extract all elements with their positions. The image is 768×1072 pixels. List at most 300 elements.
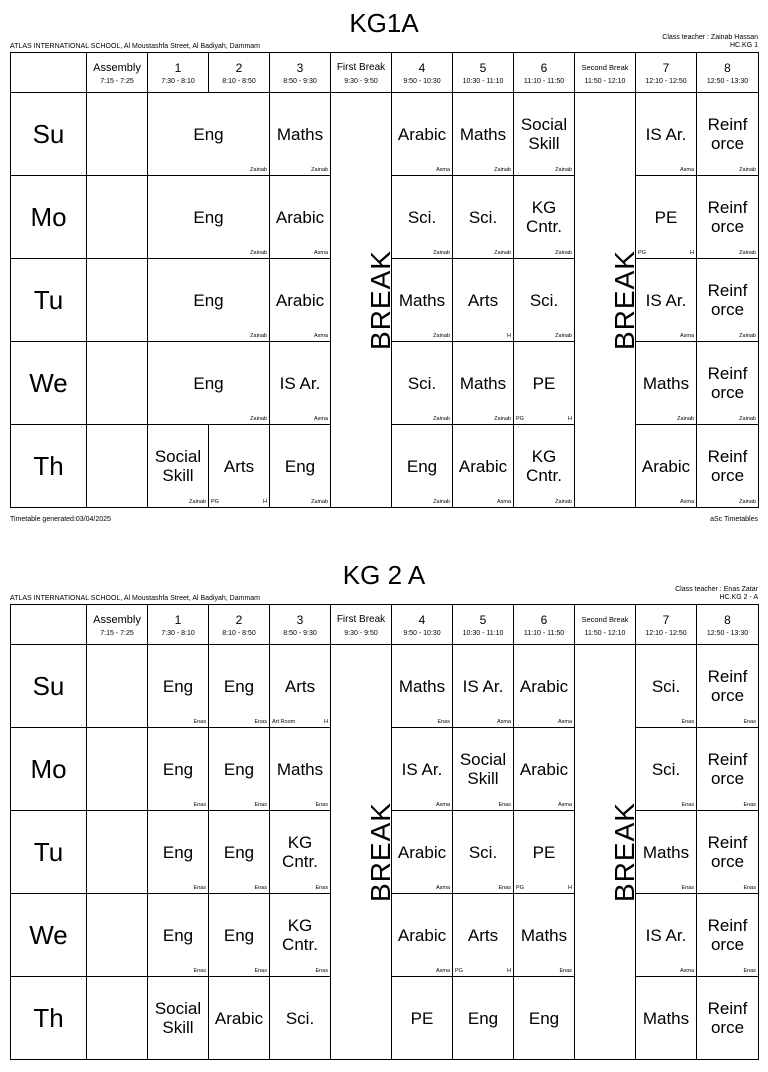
day-label: We: [11, 342, 87, 425]
lesson-cell[interactable]: [514, 342, 575, 425]
day-label: Th: [11, 977, 87, 1060]
lesson-teacher: Zainab: [739, 333, 756, 339]
lesson-teacher: Zainab: [739, 416, 756, 422]
lesson-subject: IS Ar.: [645, 925, 687, 945]
lesson-teacher: Zainab: [555, 499, 572, 505]
lesson-cell[interactable]: [636, 259, 697, 342]
period-header: [392, 605, 453, 645]
lesson-cell[interactable]: [514, 977, 575, 1060]
period-label: Assembly: [93, 613, 141, 626]
period-label: 3: [296, 612, 304, 627]
period-label: 6: [540, 60, 548, 75]
period-time: 7:15 - 7:25: [100, 77, 134, 85]
lesson-teacher: Enas: [193, 719, 206, 725]
timetable-title: KG1A: [349, 8, 419, 38]
second-break-cell: [575, 93, 640, 508]
lesson-cell[interactable]: [453, 728, 514, 811]
period-time: 10:30 - 11:10: [462, 77, 504, 85]
lesson-subject: Reinf orce: [707, 198, 748, 236]
lesson-teacher: Zainab: [250, 333, 267, 339]
lesson-teacher: Enas: [193, 885, 206, 891]
period-label: 4: [418, 60, 426, 75]
lesson-cell[interactable]: [636, 977, 697, 1060]
period-label: 2: [235, 60, 243, 75]
lesson-subject: PE: [532, 373, 556, 393]
lesson-subject: Sci.: [529, 290, 559, 310]
lesson-cell[interactable]: [270, 894, 331, 977]
lesson-cell[interactable]: [392, 342, 453, 425]
lesson-subject: Arts: [467, 290, 499, 310]
lesson-cell[interactable]: [209, 645, 270, 728]
lesson-cell[interactable]: [453, 342, 514, 425]
lesson-cell[interactable]: [270, 645, 331, 728]
class-code: HC.KG 2 - A: [719, 594, 758, 601]
lesson-cell[interactable]: [453, 894, 514, 977]
lesson-subject: Arabic: [275, 207, 325, 227]
lesson-cell[interactable]: [392, 176, 453, 259]
period-header: [514, 53, 575, 93]
lesson-subject: Maths: [642, 373, 690, 393]
lesson-cell[interactable]: [453, 259, 514, 342]
lesson-cell[interactable]: [148, 259, 270, 342]
period-label: 8: [724, 612, 731, 627]
lesson-cell[interactable]: [636, 425, 697, 508]
period-time: 11:10 - 11:50: [523, 629, 565, 637]
assembly-cell: [87, 811, 148, 894]
period-label: 2: [235, 612, 243, 627]
lesson-teacher: Asma: [496, 499, 511, 505]
lesson-subject: IS Ar.: [645, 290, 687, 310]
lesson-subject: Eng: [193, 124, 224, 144]
lesson-subject: Reinf orce: [707, 447, 748, 485]
lesson-teacher: H: [324, 719, 328, 725]
period-header: [392, 53, 453, 93]
lesson-subject: Reinf orce: [707, 364, 748, 402]
lesson-cell[interactable]: [270, 728, 331, 811]
lesson-cell[interactable]: [270, 811, 331, 894]
class-teacher-name: Class teacher : Enas Zatar: [675, 586, 758, 593]
lesson-cell[interactable]: [392, 645, 453, 728]
lesson-subject: Sci.: [651, 676, 681, 696]
lesson-subject: Eng: [223, 759, 255, 779]
lesson-subject: Eng: [162, 759, 194, 779]
header-row: [11, 605, 759, 645]
lesson-cell[interactable]: [392, 259, 453, 342]
lesson-subject: IS Ar.: [645, 124, 687, 144]
first-break-cell: [331, 645, 396, 1060]
lesson-cell[interactable]: [514, 176, 575, 259]
lesson-subject: Eng: [162, 842, 194, 862]
lesson-room: Art Room: [272, 719, 296, 725]
lesson-cell[interactable]: [209, 728, 270, 811]
lesson-cell[interactable]: [514, 259, 575, 342]
lesson-cell[interactable]: [453, 176, 514, 259]
lesson-teacher: Asma: [557, 802, 572, 808]
lesson-subject: Social Skill: [154, 447, 202, 485]
lesson-teacher: Asma: [435, 167, 450, 173]
lesson-subject: Eng: [223, 842, 255, 862]
period-header: [636, 53, 697, 93]
period-header: [636, 605, 697, 645]
lesson-teacher: Asma: [313, 250, 328, 256]
lesson-cell[interactable]: [636, 342, 697, 425]
lesson-teacher: Zainab: [311, 499, 328, 505]
lesson-cell[interactable]: [697, 176, 759, 259]
class-teacher-name: Class teacher : Zainab Hassan: [662, 34, 758, 41]
period-header: [209, 605, 270, 645]
break-label: BREAK: [608, 250, 640, 350]
period-header: [514, 605, 575, 645]
lesson-cell[interactable]: [148, 425, 209, 508]
lesson-room: PG: [516, 416, 524, 422]
lesson-cell[interactable]: [697, 342, 759, 425]
lesson-subject: Maths: [459, 373, 507, 393]
lesson-cell[interactable]: [270, 425, 331, 508]
lesson-cell[interactable]: [697, 728, 759, 811]
lesson-cell[interactable]: [636, 728, 697, 811]
lesson-room: PG: [516, 885, 524, 891]
period-header: [87, 605, 148, 645]
lesson-teacher: Zainab: [433, 333, 450, 339]
lesson-subject: PE: [654, 207, 678, 227]
period-label: 6: [540, 612, 548, 627]
lesson-teacher: Zainab: [433, 416, 450, 422]
period-time: 7:30 - 8:10: [161, 77, 195, 85]
lesson-subject: Social Skill: [459, 750, 507, 788]
lesson-cell[interactable]: [636, 894, 697, 977]
break-label: BREAK: [364, 250, 396, 350]
day-label: Tu: [11, 811, 87, 894]
assembly-cell: [87, 728, 148, 811]
period-header: [453, 53, 514, 93]
lesson-subject: Reinf orce: [707, 999, 748, 1037]
corner-cell: [11, 53, 87, 93]
period-label: 5: [479, 612, 487, 627]
lesson-teacher: H: [690, 250, 694, 256]
lesson-teacher: Zainab: [494, 250, 511, 256]
lesson-teacher: Asma: [435, 968, 450, 974]
lesson-teacher: Zainab: [189, 499, 206, 505]
period-header: [148, 605, 209, 645]
timetable-grid: [10, 604, 759, 1060]
school-name: ATLAS INTERNATIONAL SCHOOL, Al Moustashfa Street, Al Badiyah, Dammam: [10, 595, 261, 602]
lesson-cell[interactable]: [636, 93, 697, 176]
lesson-subject: KG Cntr.: [282, 916, 318, 954]
period-label: Second Break: [581, 62, 629, 72]
lesson-teacher: Zainab: [250, 250, 267, 256]
period-header: [575, 53, 636, 93]
lesson-cell[interactable]: [148, 894, 209, 977]
lesson-cell[interactable]: [514, 93, 575, 176]
period-time: 7:30 - 8:10: [161, 629, 195, 637]
lesson-subject: Eng: [223, 676, 255, 696]
assembly-cell: [87, 342, 148, 425]
lesson-subject: Eng: [193, 373, 224, 393]
period-time: 7:15 - 7:25: [100, 629, 134, 637]
day-label: Mo: [11, 728, 87, 811]
lesson-teacher: Zainab: [250, 416, 267, 422]
lesson-teacher: Zainab: [433, 499, 450, 505]
lesson-room: PG: [455, 968, 463, 974]
period-time: 8:50 - 9:30: [283, 77, 317, 85]
lesson-subject: Reinf orce: [707, 115, 748, 153]
period-time: 11:50 - 12:10: [584, 77, 626, 85]
day-label: Th: [11, 425, 87, 508]
lesson-subject: Arabic: [519, 759, 569, 779]
lesson-cell[interactable]: [453, 645, 514, 728]
lesson-cell[interactable]: [148, 728, 209, 811]
period-time: 8:10 - 8:50: [222, 629, 256, 637]
lesson-cell[interactable]: [148, 176, 270, 259]
period-time: 8:50 - 9:30: [283, 629, 317, 637]
lesson-subject: Arabic: [275, 290, 325, 310]
period-header: [270, 605, 331, 645]
lesson-cell[interactable]: [148, 977, 209, 1060]
lesson-cell[interactable]: [453, 93, 514, 176]
lesson-cell[interactable]: [697, 259, 759, 342]
lesson-cell[interactable]: [514, 811, 575, 894]
lesson-subject: Arabic: [214, 1008, 264, 1028]
lesson-teacher: Enas: [193, 802, 206, 808]
lesson-cell[interactable]: [514, 728, 575, 811]
lesson-cell[interactable]: [514, 894, 575, 977]
lesson-subject: Sci.: [468, 207, 498, 227]
period-label: 7: [662, 60, 670, 75]
break-label: BREAK: [364, 802, 396, 902]
lesson-teacher: H: [507, 333, 511, 339]
period-label: First Break: [336, 613, 386, 625]
period-header: [697, 605, 759, 645]
lesson-teacher: Enas: [743, 968, 756, 974]
lesson-subject: Eng: [284, 456, 316, 476]
lesson-teacher: Zainab: [555, 167, 572, 173]
lesson-teacher: Enas: [743, 802, 756, 808]
lesson-teacher: Asma: [679, 167, 694, 173]
period-time: 12:50 - 13:30: [706, 77, 749, 85]
period-time: 11:10 - 11:50: [523, 77, 565, 85]
lesson-subject: Eng: [162, 676, 194, 696]
lesson-teacher: Zainab: [677, 416, 694, 422]
lesson-subject: Maths: [642, 842, 690, 862]
lesson-teacher: Enas: [559, 968, 572, 974]
assembly-cell: [87, 259, 148, 342]
timetable-page: [0, 552, 768, 1072]
period-label: Assembly: [93, 61, 141, 74]
assembly-cell: [87, 93, 148, 176]
lesson-subject: KG Cntr.: [282, 833, 318, 871]
lesson-cell[interactable]: [697, 894, 759, 977]
lesson-cell[interactable]: [209, 811, 270, 894]
assembly-cell: [87, 176, 148, 259]
lesson-teacher: Asma: [496, 719, 511, 725]
period-time: 12:10 - 12:50: [645, 77, 687, 85]
lesson-cell[interactable]: [636, 176, 697, 259]
period-label: 3: [296, 60, 304, 75]
lesson-teacher: H: [507, 968, 511, 974]
lesson-cell[interactable]: [209, 977, 270, 1060]
lesson-cell[interactable]: [636, 811, 697, 894]
lesson-teacher: Zainab: [250, 167, 267, 173]
lesson-subject: PE: [532, 842, 556, 862]
lesson-cell[interactable]: [270, 342, 331, 425]
lesson-cell[interactable]: [148, 342, 270, 425]
lesson-cell[interactable]: [514, 425, 575, 508]
lesson-subject: Sci.: [407, 373, 437, 393]
lesson-teacher: Zainab: [739, 499, 756, 505]
lesson-subject: Maths: [398, 676, 446, 696]
lesson-subject: Maths: [276, 124, 324, 144]
lesson-teacher: Asma: [679, 333, 694, 339]
period-time: 12:50 - 13:30: [706, 629, 749, 637]
period-time: 9:30 - 9:50: [344, 77, 378, 85]
period-label: 7: [662, 612, 670, 627]
period-time: 10:30 - 11:10: [462, 629, 504, 637]
lesson-subject: Eng: [193, 207, 224, 227]
assembly-cell: [87, 645, 148, 728]
lesson-teacher: Zainab: [311, 167, 328, 173]
lesson-cell[interactable]: [392, 728, 453, 811]
lesson-cell[interactable]: [697, 977, 759, 1060]
break-label: BREAK: [608, 802, 640, 902]
period-header: [209, 53, 270, 93]
first-break-cell: [331, 93, 396, 508]
lesson-cell[interactable]: [209, 894, 270, 977]
lesson-cell[interactable]: [697, 811, 759, 894]
lesson-subject: Arts: [467, 925, 499, 945]
period-header: [575, 605, 636, 645]
lesson-cell[interactable]: [270, 259, 331, 342]
lesson-cell[interactable]: [697, 93, 759, 176]
lesson-subject: Sci.: [285, 1008, 315, 1028]
class-teacher: [662, 34, 758, 50]
lesson-teacher: H: [568, 885, 572, 891]
period-label: 1: [174, 612, 182, 627]
lesson-teacher: Asma: [679, 968, 694, 974]
lesson-teacher: Enas: [743, 719, 756, 725]
period-time: 11:50 - 12:10: [584, 629, 626, 637]
period-label: Second Break: [581, 614, 629, 624]
lesson-subject: Reinf orce: [707, 833, 748, 871]
day-label: Mo: [11, 176, 87, 259]
lesson-subject: Social Skill: [520, 115, 568, 153]
lesson-subject: Arabic: [458, 456, 508, 476]
lesson-subject: Maths: [520, 925, 568, 945]
lesson-teacher: Enas: [254, 885, 267, 891]
lesson-subject: Maths: [459, 124, 507, 144]
generated-date: Timetable generated:03/04/2025: [10, 516, 111, 523]
day-label: Tu: [11, 259, 87, 342]
lesson-teacher: Asma: [679, 499, 694, 505]
lesson-subject: Arabic: [641, 456, 691, 476]
lesson-teacher: Zainab: [739, 250, 756, 256]
lesson-teacher: Enas: [254, 968, 267, 974]
lesson-cell[interactable]: [209, 425, 270, 508]
timetable-grid: [10, 52, 759, 508]
lesson-teacher: Enas: [743, 885, 756, 891]
lesson-subject: IS Ar.: [401, 759, 443, 779]
period-header: [331, 53, 392, 93]
lesson-subject: Maths: [398, 290, 446, 310]
day-label: Su: [11, 645, 87, 728]
lesson-subject: Reinf orce: [707, 916, 748, 954]
lesson-teacher: H: [568, 416, 572, 422]
lesson-cell[interactable]: [392, 425, 453, 508]
lesson-subject: Eng: [528, 1008, 560, 1028]
lesson-teacher: Zainab: [494, 167, 511, 173]
lesson-cell[interactable]: [392, 93, 453, 176]
lesson-cell[interactable]: [697, 425, 759, 508]
day-row: [11, 645, 759, 728]
lesson-cell[interactable]: [697, 645, 759, 728]
period-time: 8:10 - 8:50: [222, 77, 256, 85]
lesson-teacher: Enas: [498, 802, 511, 808]
period-label: First Break: [336, 61, 386, 73]
lesson-room: PG: [211, 499, 219, 505]
lesson-cell[interactable]: [148, 93, 270, 176]
lesson-subject: KG Cntr.: [526, 447, 562, 485]
lesson-cell[interactable]: [270, 977, 331, 1060]
lesson-subject: Maths: [642, 1008, 690, 1028]
class-teacher: [675, 586, 758, 602]
lesson-teacher: Enas: [193, 968, 206, 974]
class-code: HC.KG 1: [729, 42, 758, 49]
lesson-teacher: H: [263, 499, 267, 505]
lesson-cell[interactable]: [453, 425, 514, 508]
period-label: 8: [724, 60, 731, 75]
lesson-cell[interactable]: [453, 977, 514, 1060]
lesson-cell[interactable]: [270, 176, 331, 259]
lesson-teacher: Zainab: [739, 167, 756, 173]
lesson-subject: Reinf orce: [707, 667, 748, 705]
lesson-teacher: Enas: [315, 885, 328, 891]
day-row: [11, 93, 759, 176]
lesson-subject: Arts: [284, 676, 316, 696]
lesson-cell[interactable]: [636, 645, 697, 728]
lesson-teacher: Enas: [437, 719, 450, 725]
day-label: Su: [11, 93, 87, 176]
lesson-cell[interactable]: [148, 645, 209, 728]
lesson-cell[interactable]: [514, 645, 575, 728]
lesson-cell[interactable]: [453, 811, 514, 894]
period-header: [87, 53, 148, 93]
lesson-cell[interactable]: [392, 811, 453, 894]
period-time: 9:30 - 9:50: [344, 629, 378, 637]
lesson-teacher: Asma: [435, 802, 450, 808]
lesson-cell[interactable]: [148, 811, 209, 894]
period-header: [148, 53, 209, 93]
lesson-cell[interactable]: [392, 977, 453, 1060]
lesson-subject: Social Skill: [154, 999, 202, 1037]
lesson-subject: Eng: [467, 1008, 499, 1028]
period-header: [453, 605, 514, 645]
assembly-cell: [87, 894, 148, 977]
lesson-subject: Arabic: [519, 676, 569, 696]
assembly-cell: [87, 977, 148, 1060]
period-label: 5: [479, 60, 487, 75]
lesson-teacher: Asma: [435, 885, 450, 891]
lesson-cell[interactable]: [392, 894, 453, 977]
lesson-subject: Arabic: [397, 842, 447, 862]
day-label: We: [11, 894, 87, 977]
lesson-subject: Reinf orce: [707, 281, 748, 319]
lesson-subject: IS Ar.: [462, 676, 504, 696]
lesson-cell[interactable]: [270, 93, 331, 176]
lesson-teacher: Enas: [254, 719, 267, 725]
lesson-teacher: Enas: [681, 885, 694, 891]
lesson-teacher: Enas: [498, 885, 511, 891]
lesson-subject: Arabic: [397, 925, 447, 945]
lesson-subject: Reinf orce: [707, 750, 748, 788]
